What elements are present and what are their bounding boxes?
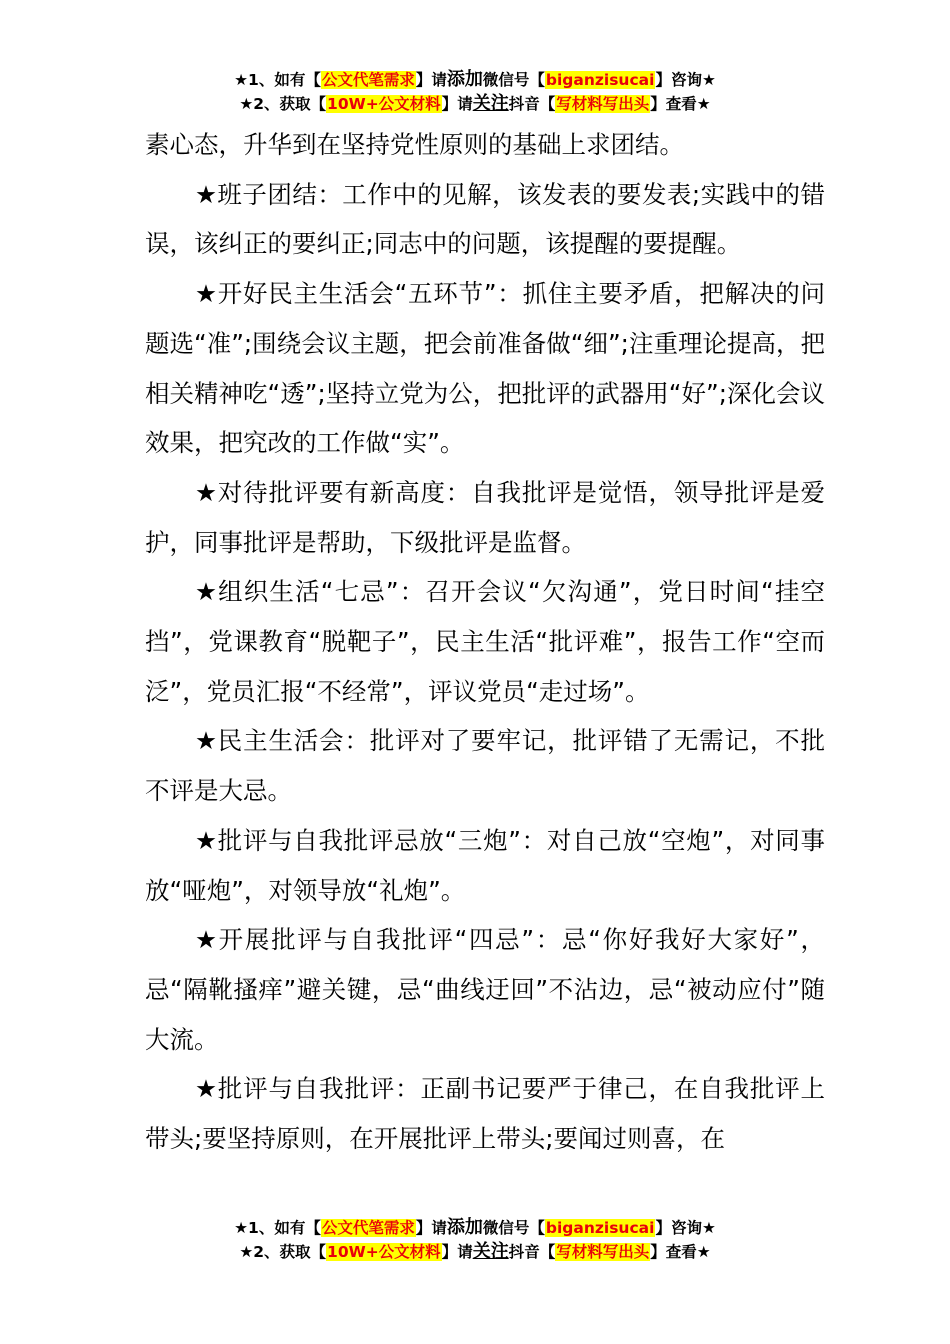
footer-banner bbox=[0, 1216, 950, 1264]
banner-text: 】查看★ bbox=[650, 1243, 711, 1261]
banner-wechat-id: biganzisucai bbox=[545, 1219, 655, 1237]
banner-douyin-name: 写材料写出头 bbox=[556, 95, 650, 113]
banner-line-2 bbox=[0, 92, 950, 116]
banner-text: 】查看★ bbox=[650, 95, 711, 113]
banner-emphasis: 添加 bbox=[446, 1217, 483, 1238]
header-banner bbox=[0, 68, 950, 116]
document-body bbox=[145, 120, 825, 1164]
paragraph: ★组织生活“七忌”：召开会议“欠沟通”，党日时间“挂空挡”，党课教育“脱靶子”，民主生活“批评难”，报告工作“空而泛”，党员汇报“不经常”，评议党员“走过场”。 bbox=[145, 577, 825, 706]
banner-text: 】请 bbox=[441, 1243, 473, 1261]
banner-text: ★1、如有【 bbox=[234, 1219, 321, 1237]
banner-highlight: 公文代笔需求 bbox=[321, 71, 415, 89]
banner-text: ★1、如有【 bbox=[234, 71, 321, 89]
banner-emphasis: 添加 bbox=[446, 69, 483, 90]
banner-text: 】请 bbox=[441, 95, 473, 113]
banner-highlight: 10W+公文材料 bbox=[327, 95, 441, 113]
paragraph: ★批评与自我批评：正副书记要严于律己，在自我批评上带头;要坚持原则，在开展批评上带头;要闻过则喜，在 bbox=[145, 1074, 825, 1154]
paragraph: ★批评与自我批评忌放“三炮”：对自己放“空炮”，对同事放“哑炮”，对领导放“礼炮”。 bbox=[145, 825, 825, 905]
paragraph: 素心态，升华到在坚持党性原则的基础上求团结。 bbox=[145, 130, 684, 159]
banner-text: ★2、获取【 bbox=[239, 95, 327, 113]
banner-line-1 bbox=[0, 68, 950, 92]
banner-highlight: 公文代笔需求 bbox=[321, 1219, 415, 1237]
paragraph: ★开好民主生活会“五环节”：抓住主要矛盾，把解决的问题选“准”;围绕会议主题，把会前准备做“细”;注重理论提高，把相关精神吃“透”;坚持立党为公，把批评的武器用“好”;深化会议效果，把究改的工作做“实”。 bbox=[145, 279, 825, 458]
paragraph: ★班子团结：工作中的见解，该发表的要发表;实践中的错误，该纠正的要纠正;同志中的问题，该提醒的要提醒。 bbox=[145, 179, 825, 259]
banner-text: 微信号【 bbox=[482, 71, 545, 89]
banner-emphasis: 关注 bbox=[472, 93, 509, 114]
banner-douyin-name: 写材料写出头 bbox=[556, 1243, 650, 1261]
banner-text: ★2、获取【 bbox=[239, 1243, 327, 1261]
banner-text: 】请 bbox=[415, 71, 447, 89]
paragraph: ★民主生活会：批评对了要牢记，批评错了无需记，不批不评是大忌。 bbox=[145, 726, 825, 806]
banner-text: 】咨询★ bbox=[655, 1219, 716, 1237]
banner-line-2 bbox=[0, 1240, 950, 1264]
banner-wechat-id: biganzisucai bbox=[545, 71, 655, 89]
banner-text: 】请 bbox=[415, 1219, 447, 1237]
banner-emphasis: 关注 bbox=[472, 1241, 509, 1262]
banner-text: 微信号【 bbox=[482, 1219, 545, 1237]
banner-text: 抖音【 bbox=[508, 95, 556, 113]
paragraph: ★开展批评与自我批评“四忌”：忌“你好我好大家好”，忌“隔靴搔痒”避关键，忌“曲线迂回”不沾边，忌“被动应付”随大流。 bbox=[145, 925, 825, 1054]
banner-highlight: 10W+公文材料 bbox=[327, 1243, 441, 1261]
paragraph: ★对待批评要有新高度：自我批评是觉悟，领导批评是爱护，同事批评是帮助，下级批评是监督。 bbox=[145, 477, 825, 557]
banner-text: 】咨询★ bbox=[655, 71, 716, 89]
banner-line-1 bbox=[0, 1216, 950, 1240]
banner-text: 抖音【 bbox=[508, 1243, 556, 1261]
